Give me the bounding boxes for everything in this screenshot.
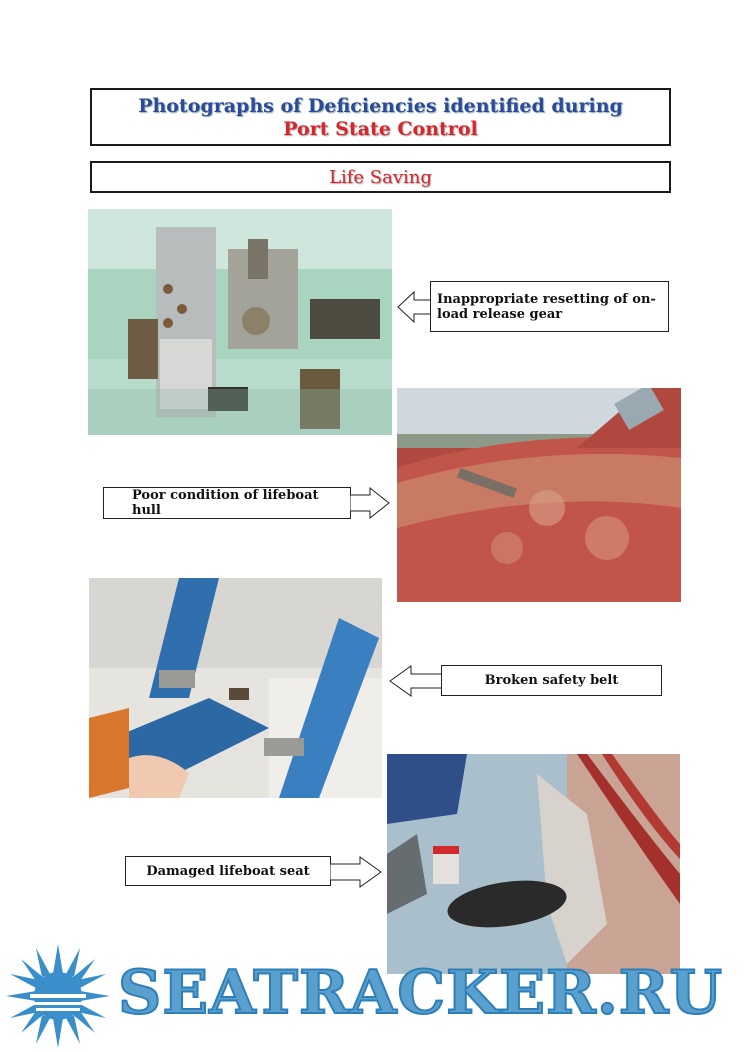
arrow-right-icon (330, 856, 382, 888)
arrow-left-icon (389, 665, 445, 697)
callout-text-release-gear: Inappropriate resetting of on-load release gear (437, 291, 656, 322)
arrow-left-icon (397, 291, 433, 323)
photo-lifeboat-hull (397, 388, 681, 602)
callout-text-lifeboat-hull: Poor condition of lifeboat hull (132, 488, 319, 518)
document-title-line1: Photographs of Deficiencies identified during (138, 95, 623, 117)
callout-text-lifeboat-seat: Damaged lifeboat seat (146, 863, 310, 879)
photo-release-gear (88, 209, 392, 435)
callout-text-safety-belt: Broken safety belt (484, 673, 619, 688)
document-title-box (90, 88, 671, 146)
sun-logo-icon (6, 944, 110, 1048)
section-heading: Life Saving (329, 167, 432, 188)
arrow-right-icon (350, 487, 390, 519)
watermark-text: SEATRACKER.RU (118, 958, 723, 1028)
photo-safety-belt (89, 578, 382, 798)
document-title-line2: Port State Control (283, 118, 478, 140)
section-heading-box (90, 161, 671, 193)
